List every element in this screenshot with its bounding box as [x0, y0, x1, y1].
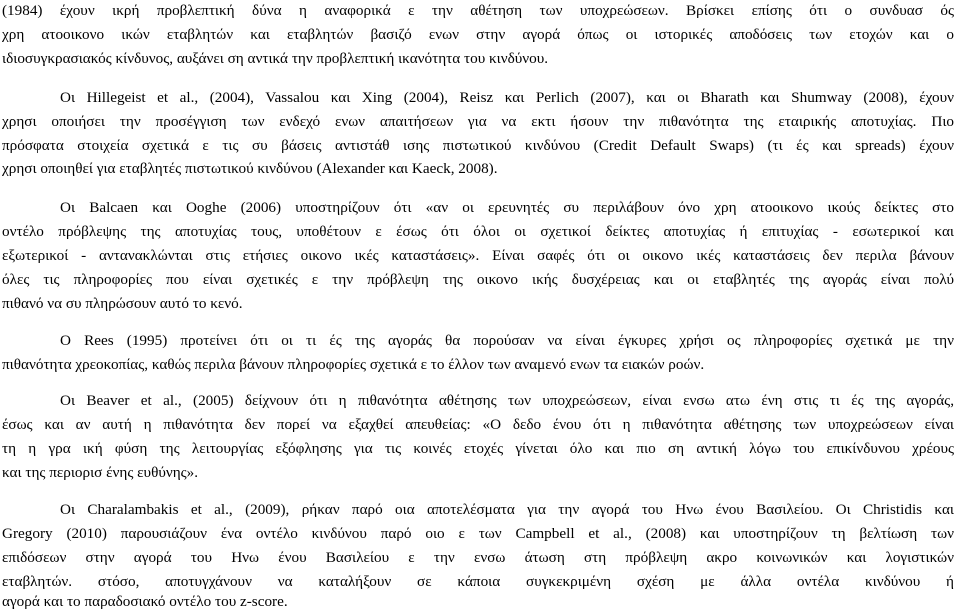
paragraph-6-line-1: Οι Charalambakis et al., (2009), ρήκαν παρό οια αποτελέσματα για την αγορά του Ηνω ένου Βασιλείου. Οι Christidis και: [60, 501, 954, 518]
paragraph-3-line-1: Οι Balcaen και Ooghe (2006) υποστηρίζουν ότι «αν οι ερευνητές συ περιλάβουν όνο χρη ατοοικονο ικούς δείκτες στο: [60, 199, 954, 216]
paragraph-1-line-3: ιδιοσυγκρασιακός κίνδυνος, αυξάνει ση αντικά την προβλεπτική ικανότητα του κινδύνου.: [2, 50, 549, 67]
paragraph-1-line-1: (1984) έχουν ικρή προβλεπτική δύνα η αναφορικά ε την αθέτηση των υποχρεώσεων. Βρίσκει επίσης ότι ο συνδυασ ός: [2, 2, 954, 19]
paragraph-3-line-4: όλες τις πληροφορίες που είναι σχετικές ε την πρόβλεψη της οικονο ικής δυσχέρειας και οι εταβλητές της αγοράς είναι πολύ: [2, 271, 954, 288]
paragraph-3-line-3: εξωτερικοί - αντανακλώνται στις ετήσιες οικονο ικές καταστάσεις». Είναι σαφές ότι οι οικονο ικές καταστάσεις δεν περιλα βάνουν: [2, 247, 954, 264]
paragraph-2-line-3: πρόσφατα στοιχεία σχετικά ε τις συ βάσεις αντιστάθ ισης πιστωτικού κινδύνου (Credit Default Swaps) (τι ές και spreads) έχουν: [2, 137, 954, 154]
paragraph-5-line-2: έσως και αν αυτή η πιθανότητα δεν πορεί να εξαχθεί απευθείας: «Ο δεδο ένου ότι η πιθανότητα αθέτησης των υποχρεώσεων είναι: [2, 416, 954, 433]
paragraph-2-line-1: Οι Hillegeist et al., (2004), Vassalou και Xing (2004), Reisz και Perlich (2007), και οι Bharath και Shumway (2008), έχουν: [60, 89, 954, 106]
paragraph-6-line-5: αγορά και το παραδοσιακό οντέλο του z-score.: [2, 593, 288, 610]
paragraph-5-line-3: τη η γρα ική φύση της λειτουργίας εξόφλησης για τις κοινές ετοχές γίνεται όλο και πιο ση αντική λόγω του επικίνδυνου χρέους: [2, 440, 954, 457]
paragraph-5-line-4: και της περιορισ ένης ευθύνης».: [2, 464, 199, 481]
paragraph-1-line-2: χρη ατοοικονο ικών εταβλητών και εταβλητών βασιζό ενων στην αγορά όπως οι ιστορικές αποδόσεις των ετοχών και ο: [2, 26, 954, 43]
paragraph-5-line-1: Οι Beaver et al., (2005) δείχνουν ότι η πιθανότητα αθέτησης των υποχρεώσεων, είναι ενσω ατω ένη στις τι ές της αγοράς,: [60, 392, 954, 409]
paragraph-3-line-5: πιθανό να συ πληρώσουν αυτό το κενό.: [2, 295, 243, 312]
paragraph-2-line-2: χρησι οποιήσει την προσέγγιση των ενδεχό ενων απαιτήσεων για να εκτι ήσουν την πιθανότητα της εταιρικής αποτυχίας. Πιο: [2, 113, 954, 130]
paragraph-4-line-2: πιθανότητα χρεοκοπίας, καθώς περιλα βάνουν πληροφορίες σχετικά ε το έλλον των αναμενό ενων τα ειακών ροών.: [2, 356, 705, 373]
paragraph-4-line-1: Ο Rees (1995) προτείνει ότι οι τι ές της αγοράς θα πορούσαν να είναι έγκυρες χρήσι ος πληροφορίες σχετικά με την: [60, 332, 954, 349]
paragraph-3-line-2: οντέλο πρόβλεψης της αποτυχίας τους, υποθέτουν ε έσως ότι όλοι οι σχετικοί δείκτες αποτυχίας ή επιτυχίας - εσωτερικοί και: [2, 223, 954, 240]
paragraph-2-line-4: χρησι οποιηθεί για εταβλητές πιστωτικού κινδύνου (Alexander και Kaeck, 2008).: [2, 160, 498, 177]
paragraph-6-line-3: επιδόσεων στην αγορά του Ηνω ένου Βασιλείου ε την ενσω άτωση στη πρόβλεψη ακρο κοινωνικών και λογιστικών: [2, 549, 954, 566]
paragraph-6-line-2: Gregory (2010) παρουσιάζουν ένα οντέλο κινδύνου παρό οιο ε των Campbell et al., (2008) και υποστηρίζουν τη βελτίωση των: [2, 525, 954, 542]
paragraph-6-line-4: εταβλητών. στόσο, αποτυγχάνουν να καταλήξουν σε κάποια συγκεκριμένη σχέση με άλλα οντέλα κινδύνου ή: [2, 573, 954, 590]
